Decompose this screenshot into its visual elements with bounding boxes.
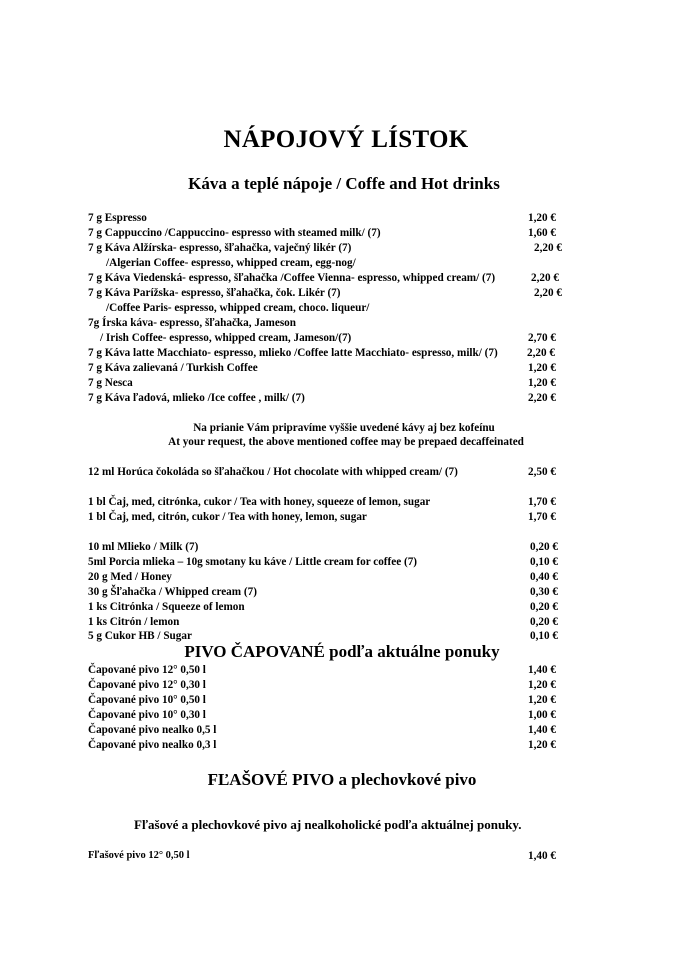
coffee-item-text: 7 g Espresso	[88, 212, 147, 224]
extra-item-text: 30 g Šľahačka / Whipped cream (7)	[88, 586, 257, 598]
extra-item-price: 0,20 €	[530, 601, 558, 613]
extra-item-text: 1 ks Citrón / lemon	[88, 616, 180, 628]
coffee-item-text: 7 g Cappuccino /Cappuccino- espresso with steamed milk/ (7)	[88, 227, 381, 239]
extra-item-text: 20 g Med / Honey	[88, 571, 172, 583]
beer-item-price: 1,40 €	[528, 664, 556, 676]
decaf-note-en: At your request, the above mentioned coffee may be prepaed decaffeinated	[168, 436, 524, 448]
bottle-item-text: Fľašové pivo 12° 0,50 l	[88, 850, 190, 861]
page-title: NÁPOJOVÝ LÍSTOK	[223, 126, 469, 153]
beer-item-text: Čapované pivo nealko 0,5 l	[88, 724, 217, 736]
coffee-item-text: 7 g Káva Alžírska- espresso, šľahačka, vaječný likér (7)	[88, 242, 352, 254]
bottle-item-price: 1,40 €	[528, 850, 556, 862]
coffee-item-text: /Algerian Coffee- espresso, whipped cream, egg-nog/	[106, 257, 356, 269]
coffee-item-text: 7 g Káva zalievaná / Turkish Coffee	[88, 362, 258, 374]
chocolate-item-text: 12 ml Horúca čokoláda so šľahačkou / Hot chocolate with whipped cream/ (7)	[88, 466, 458, 478]
extra-item-price: 0,40 €	[530, 571, 558, 583]
beer-item-price: 1,00 €	[528, 709, 556, 721]
coffee-item-price: 1,20 €	[528, 362, 556, 374]
tea-item-text: 1 bl Čaj, med, citrónka, cukor / Tea with honey, squeeze of lemon, sugar	[88, 496, 431, 508]
beer-item-text: Čapované pivo 12° 0,30 l	[88, 679, 206, 691]
beer-item-price: 1,20 €	[528, 694, 556, 706]
extra-item-price: 0,10 €	[530, 556, 558, 568]
draft-beer-heading: PIVO ČAPOVANÉ podľa aktuálne ponuky	[184, 642, 500, 661]
extra-item-price: 0,30 €	[530, 586, 558, 598]
coffee-item-text: 7 g Káva Parížska- espresso, šľahačka, čok. Likér (7)	[88, 287, 341, 299]
coffee-item-text: 7 g Káva Viedenská- espresso, šľahačka /Coffee Vienna- espresso, whipped cream/ (7)	[88, 272, 496, 284]
tea-item-price: 1,70 €	[528, 496, 556, 508]
tea-item-price: 1,70 €	[528, 511, 556, 523]
coffee-item-price: 2,20 €	[528, 392, 556, 404]
coffee-item-text: 7 g Nesca	[88, 377, 133, 389]
extra-item-price: 0,10 €	[530, 630, 558, 642]
coffee-item-text: 7 g Káva latte Macchiato- espresso, mlieko /Coffee latte Macchiato- espresso, milk/ (7)	[88, 347, 498, 359]
extra-item-price: 0,20 €	[530, 616, 558, 628]
coffee-item-text: 7g Írska káva- espresso, šľahačka, Jameson	[88, 317, 296, 329]
coffee-item-text: / Irish Coffee- espresso, whipped cream, Jameson/(7)	[100, 332, 352, 344]
beer-item-price: 1,20 €	[528, 739, 556, 751]
extra-item-text: 1 ks Citrónka / Squeeze of lemon	[88, 601, 245, 613]
extra-item-price: 0,20 €	[530, 541, 558, 553]
coffee-item-price: 1,20 €	[528, 377, 556, 389]
tea-item-text: 1 bl Čaj, med, citrón, cukor / Tea with honey, lemon, sugar	[88, 511, 367, 523]
extra-item-text: 5 g Cukor HB / Sugar	[88, 630, 192, 642]
coffee-item-price: 1,20 €	[528, 212, 556, 224]
coffee-section-heading: Káva a teplé nápoje / Coffe and Hot drinks	[188, 174, 500, 193]
coffee-item-price: 2,20 €	[534, 287, 562, 299]
beer-item-price: 1,20 €	[528, 679, 556, 691]
coffee-item-price: 2,20 €	[531, 272, 559, 284]
coffee-item-price: 2,20 €	[534, 242, 562, 254]
bottled-beer-heading: FĽAŠOVÉ PIVO a plechovkové pivo	[207, 770, 477, 789]
coffee-item-price: 2,20 €	[527, 347, 555, 359]
coffee-item-price: 1,60 €	[528, 227, 556, 239]
chocolate-item-price: 2,50 €	[528, 466, 556, 478]
coffee-item-text: 7 g Káva ľadová, mlieko /Ice coffee , milk/ (7)	[88, 392, 305, 404]
bottled-beer-note: Fľašové a plechovkové pivo aj nealkoholické podľa aktuálnej ponuky.	[134, 817, 522, 832]
beer-item-price: 1,40 €	[528, 724, 556, 736]
coffee-item-price: 2,70 €	[528, 332, 556, 344]
decaf-note-sk: Na prianie Vám pripravíme vyššie uvedené kávy aj bez kofeínu	[193, 422, 495, 434]
beer-item-text: Čapované pivo 12° 0,50 l	[88, 664, 206, 676]
beer-item-text: Čapované pivo 10° 0,30 l	[88, 709, 206, 721]
beer-item-text: Čapované pivo nealko 0,3 l	[88, 739, 217, 751]
beer-item-text: Čapované pivo 10° 0,50 l	[88, 694, 206, 706]
extra-item-text: 5ml Porcia mlieka – 10g smotany ku káve / Little cream for coffee (7)	[88, 556, 418, 568]
coffee-item-text: /Coffee Paris- espresso, whipped cream, choco. liqueur/	[106, 302, 370, 314]
extra-item-text: 10 ml Mlieko / Milk (7)	[88, 541, 199, 553]
